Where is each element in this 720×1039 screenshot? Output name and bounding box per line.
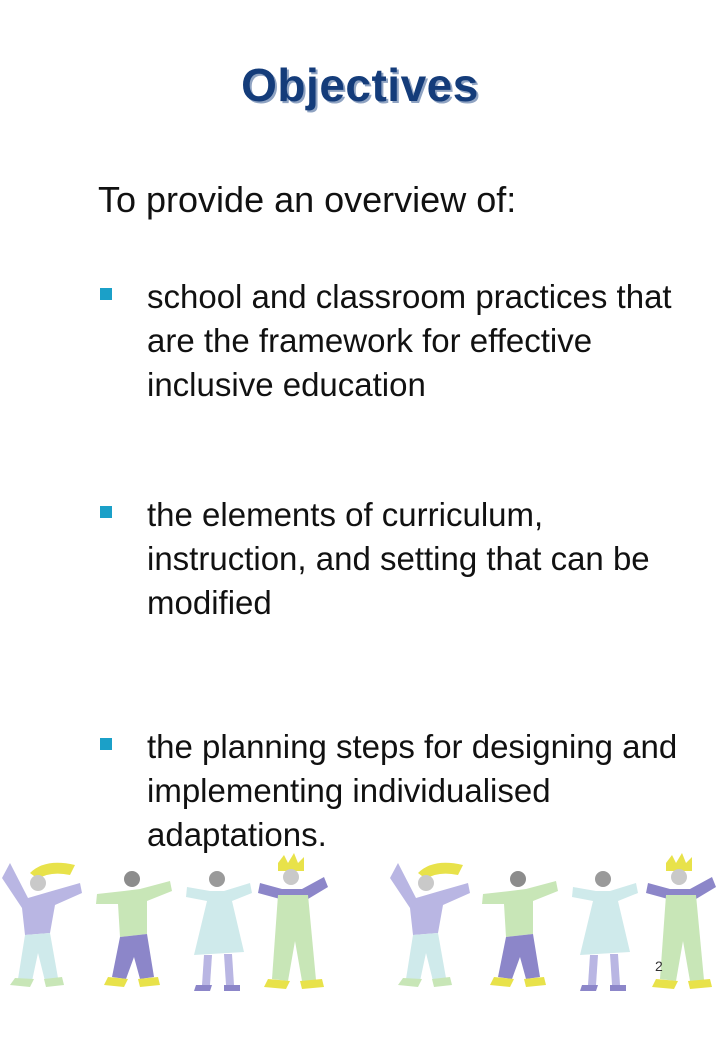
dancing-children-icon	[0, 845, 720, 995]
page-number: 2	[655, 958, 663, 974]
dancing-kid-figure	[2, 853, 716, 991]
bullet-square-icon	[100, 506, 112, 518]
bullet-text: the elements of curriculum, instruction, and setting that can be modified	[147, 496, 650, 621]
slide-title: Objectives	[241, 59, 479, 111]
bullet-square-icon	[100, 288, 112, 300]
bullet-text: the planning steps for designing and implementing individualised adaptations.	[147, 728, 678, 853]
bullet-square-icon	[100, 738, 112, 750]
intro-text: To provide an overview of:	[98, 179, 517, 220]
bullet-text: school and classroom practices that are the framework for effective inclusive education	[147, 278, 672, 403]
